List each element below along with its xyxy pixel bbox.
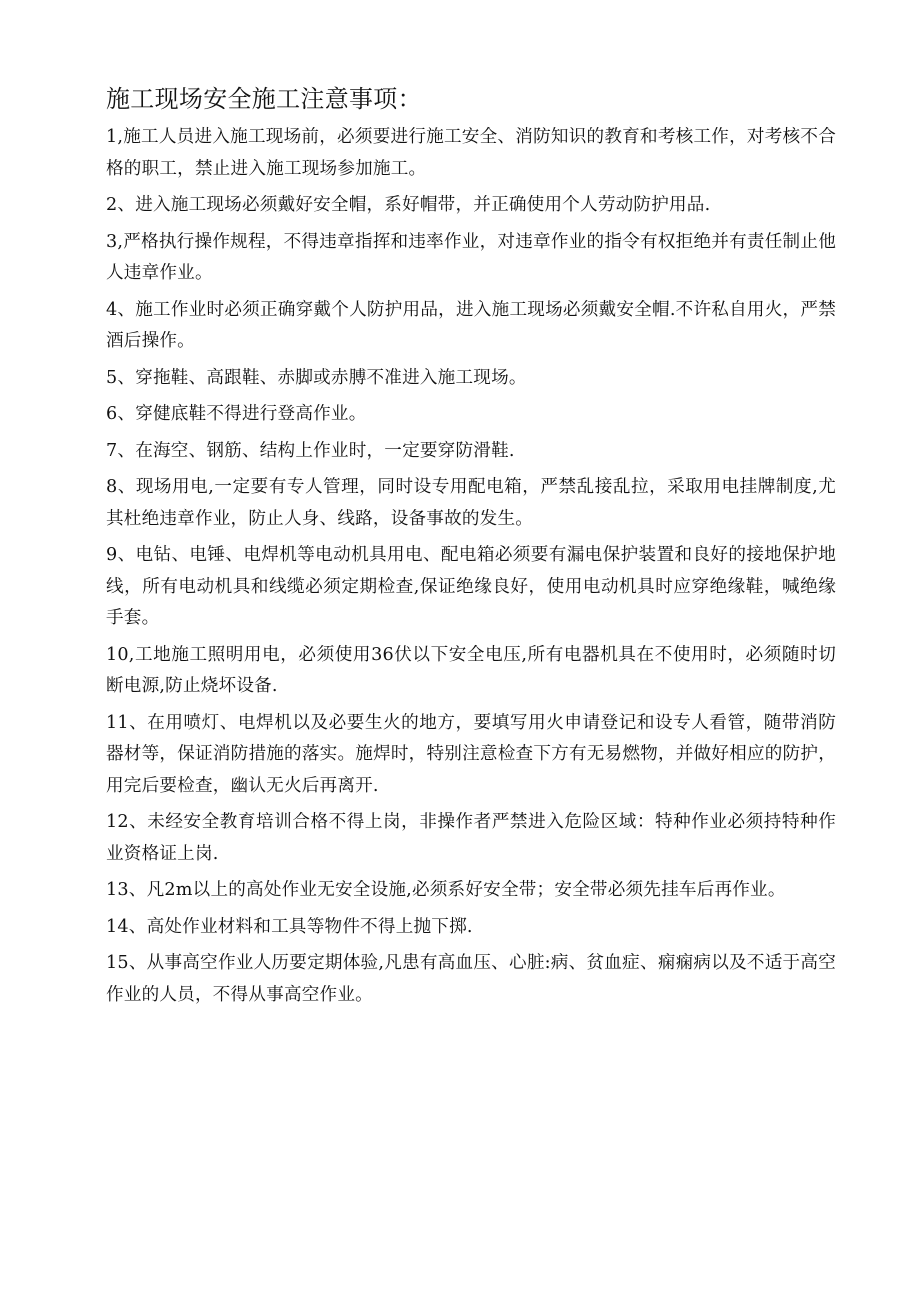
- list-item: 8、现场用电,一定要有专人管理，同时设专用配电箱，严禁乱接乱拉，采取用电挂牌制度,尤其杜绝违章作业，防止人身、线路，设备事故的发生。: [106, 477, 836, 529]
- document-title: 施工现场安全施工注意事项：: [106, 85, 422, 113]
- list-item: 7、在海空、钢筋、结构上作业时，一定要穿防滑鞋.: [106, 440, 515, 461]
- list-item: 14、高处作业材料和工具等物件不得上抛下掷.: [106, 916, 473, 937]
- list-item: 6、穿健底鞋不得进行登高作业。: [106, 404, 367, 424]
- list-item: 3,严格执行操作规程，不得违章指挥和违率作业，对违章作业的指令有权拒绝并有责任制止他人违章作业。: [106, 231, 836, 283]
- list-item: 9、电钻、电锤、电焊机等电动机具用电、配电箱必须要有漏电保护装置和良好的接地保护地线，所有电动机具和线缆必须定期检查,保证绝缘良好，使用电动机具时应穿绝缘鞋，喊绝缘手套。: [106, 545, 836, 628]
- safety-rules-list: [106, 122, 836, 1016]
- list-item: 13、凡2m以上的高处作业无安全设施,必须系好安全带；安全带必须先挂车后再作业。: [106, 880, 786, 900]
- list-item: 5、穿拖鞋、高跟鞋、赤脚或赤膊不准进入施工现场。: [106, 367, 527, 388]
- list-item: 4、施工作业时必须正确穿戴个人防护用品，进入施工现场必须戴安全帽.不许私自用火，严禁酒后操作。: [106, 299, 836, 351]
- list-item: 11、在用喷灯、电焊机以及必要生火的地方，要填写用火申请登记和设专人看管，随带消防器材等，保证消防措施的落实。施焊时，特别注意检查下方有无易燃物，并做好相应的防护，用完后要检查，幽认无火后再离开.: [106, 712, 836, 796]
- list-item: 1,施工人员进入施工现场前，必须要进行施工安全、消防知识的教育和考核工作，对考核不合格的职工，禁止进入施工现场参加施工。: [106, 127, 836, 179]
- list-item: 15、从事高空作业人历要定期体验,凡患有高血压、心脏:病、贫血症、痫痫病以及不适于高空作业的人员，不得从事高空作业。: [106, 953, 836, 1005]
- list-item: 10,工地施工照明用电，必须使用36伏以下安全电压,所有电器机具在不使用时，必须随时切断电源,防止烧坏设备.: [106, 644, 836, 696]
- list-item: 2、进入施工现场必须戴好安全帽，系好帽带，并正确使用个人劳动防护用品.: [106, 195, 711, 215]
- list-item: 12、未经安全教育培训合格不得上岗，非操作者严禁进入危险区域：特种作业必须持特种作业资格证上岗.: [106, 812, 836, 864]
